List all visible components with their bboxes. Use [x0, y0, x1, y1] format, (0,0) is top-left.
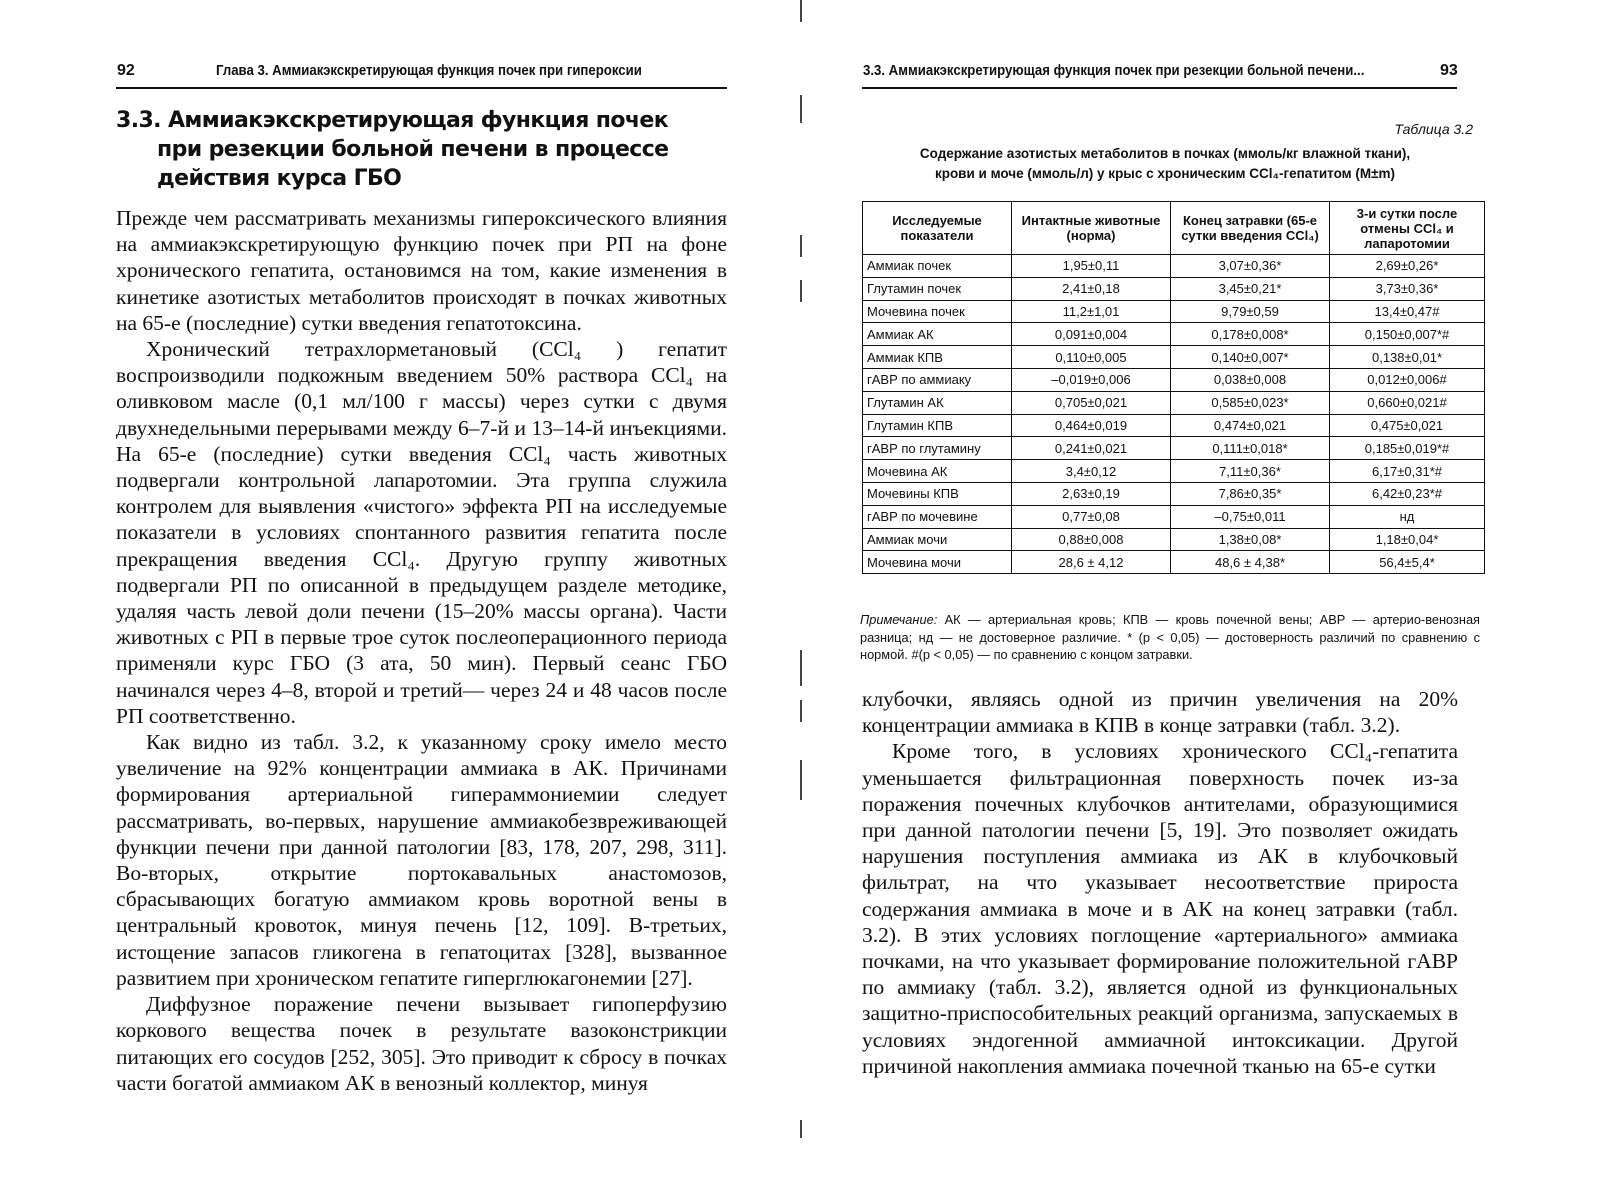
note-label: Примечание: — [860, 612, 938, 627]
value-cell: 28,6 ± 4,12 — [1012, 551, 1171, 574]
paragraph: Прежде чем рассматривать механизмы гипероксического влияния на аммиакэкскретирующую функцию почек при РП на фоне хронического гепатита, остановимся на том, какие изменения в кинетике азотистых метаболитов происходят в почках животных на 65-е (последние) сутки введения гепатотоксина. — [116, 206, 727, 335]
value-cell: –0,75±0,011 — [1171, 505, 1330, 528]
column-header: 3-и сутки после отмены CCl₄ и лапаротомии — [1330, 202, 1485, 255]
table-row — [863, 255, 1485, 278]
value-cell: 56,4±5,4* — [1330, 551, 1485, 574]
row-label-cell: Мочевина АК — [863, 460, 1012, 483]
value-cell: 3,73±0,36* — [1330, 277, 1485, 300]
value-cell: 0,091±0,004 — [1012, 323, 1171, 346]
row-label-cell: Глутамин почек — [863, 277, 1012, 300]
value-cell: 0,585±0,023* — [1171, 391, 1330, 414]
table-caption — [860, 144, 1470, 184]
row-label-cell: Аммиак мочи — [863, 528, 1012, 551]
paragraph: Диффузное поражение печени вызывает гипоперфузию коркового вещества почек в результате вазоконстрикции питающих его сосудов [252, 305]. Это приводит к сбросу в почках части богатой аммиаком АК в венозный коллектор, минуя — [116, 992, 727, 1095]
table-row — [863, 414, 1485, 437]
table-row — [863, 528, 1485, 551]
table-caption-line1: Содержание азотистых метаболитов в почках (ммоль/кг влажной ткани), — [919, 146, 1411, 161]
row-label-cell: Аммиак АК — [863, 323, 1012, 346]
value-cell: 0,185±0,019*# — [1330, 437, 1485, 460]
section-title-line1: 3.3. Аммиакэкскретирующая функция почек — [116, 108, 669, 133]
value-cell: 2,41±0,18 — [1012, 277, 1171, 300]
value-cell: 6,42±0,23*# — [1330, 482, 1485, 505]
table-caption-line2: крови и моче (ммоль/л) у крыс с хроническим CCl₄-гепатитом (M±m) — [934, 166, 1396, 181]
table-row — [863, 346, 1485, 369]
row-label-cell: Аммиак КПВ — [863, 346, 1012, 369]
table-row — [863, 368, 1485, 391]
paragraph: клубочки, являясь одной из причин увеличения на 20% концентрации аммиака в КПВ в конце затравки (табл. 3.2). — [862, 687, 1458, 738]
value-cell: 3,45±0,21* — [1171, 277, 1330, 300]
value-cell: 0,464±0,019 — [1012, 414, 1171, 437]
row-label-cell: гАВР по мочевине — [863, 505, 1012, 528]
value-cell: 0,88±0,008 — [1012, 528, 1171, 551]
table-number: Таблица 3.2 — [1394, 121, 1473, 137]
section-title-line3: действия курса ГБО — [157, 166, 402, 191]
value-cell: 1,18±0,04* — [1330, 528, 1485, 551]
section-title — [116, 106, 736, 193]
value-cell: 0,038±0,008 — [1171, 368, 1330, 391]
page-number-left: 92 — [117, 62, 135, 79]
value-cell: 0,660±0,021# — [1330, 391, 1485, 414]
table-row — [863, 460, 1485, 483]
running-header-right: 3.3. Аммиакэкскретирующая функция почек при резекции больной печени... — [863, 62, 1365, 79]
value-cell: –0,019±0,006 — [1012, 368, 1171, 391]
table-row — [863, 551, 1485, 574]
value-cell: 11,2±1,01 — [1012, 300, 1171, 323]
table-row — [863, 505, 1485, 528]
value-cell: 0,150±0,007*# — [1330, 323, 1485, 346]
value-cell: 0,012±0,006# — [1330, 368, 1485, 391]
row-label-cell: гАВР по глутамину — [863, 437, 1012, 460]
value-cell: 0,705±0,021 — [1012, 391, 1171, 414]
table-row — [863, 437, 1485, 460]
row-label-cell: Аммиак почек — [863, 255, 1012, 278]
header-rule-left — [116, 87, 727, 89]
value-cell: 9,79±0,59 — [1171, 300, 1330, 323]
value-cell: 0,474±0,021 — [1171, 414, 1330, 437]
value-cell: 48,6 ± 4,38* — [1171, 551, 1330, 574]
page-number-right: 93 — [1440, 62, 1458, 79]
paragraph: Как видно из табл. 3.2, к указанному сроку имело место увеличение на 92% концентрации аммиака в АК. Причинами формирования артериальной гипераммониемии следует рассматривать, во-первых, нарушение аммиакобезвреживающей функции печени при данной патологии [83, 178, 207, 298, 311]. Во-вторых, открытие портокавальных анастомозов, сбрасывающих богатую аммиаком кровь воротной вены в центральный кровоток, минуя печень [12, 109]. В-третьих, истощение запасов гликогена в гепатоцитах [328], вызванное развитием при хроническом гепатите гиперглюкагонемии [27]. — [116, 730, 727, 990]
paragraph: Хронический тетрахлорметановый (CCl₄ ) гепатит воспроизводили подкожным введением 50% раствора CCl₄ на оливковом масле (0,1 мл/100 г массы) через сутки с двумя двухнедельными перерывами между 6–7-й и 13–14-й инъекциями. На 65-е (последние) сутки введения CCl₄ часть животных подвергали контрольной лапаротомии. Эта группа служила контролем для выявления «чистого» эффекта РП на исследуемые показатели в условиях спонтанного развития гепатита после прекращения введения CCl₄. Другую группу животных подвергали РП по описанной в предыдущем разделе методике, удаляя часть левой доли печени (15–20% массы органа). Части животных с РП в первые трое суток послеоперационного периода применяли курс ГБО (3 ата, 50 мин). Первый сеанс ГБО начинался через 4–8, второй и третий— через 24 и 48 часов после РП соответственно. — [116, 337, 727, 728]
value-cell: 3,4±0,12 — [1012, 460, 1171, 483]
left-page — [0, 0, 780, 1185]
row-label-cell: Мочевины КПВ — [863, 482, 1012, 505]
table-row — [863, 391, 1485, 414]
value-cell: нд — [1330, 505, 1485, 528]
table-body — [863, 255, 1485, 574]
value-cell: 7,86±0,35* — [1171, 482, 1330, 505]
note-text: АК — артериальная кровь; КПВ — кровь почечной вены; АВР — артерио-венозная разница; нд — не достоверное различие. * (p < 0,05) — достоверность различий по сравнению с нормой. #(p < 0,05) — по сравнению с концом затравки. — [860, 612, 1480, 662]
metabolites-table — [862, 201, 1485, 574]
running-header-left: Глава 3. Аммиакэкскретирующая функция почек при гипероксии — [216, 62, 642, 79]
column-header: Интактные животные (норма) — [1012, 202, 1171, 255]
row-label-cell: гАВР по аммиаку — [863, 368, 1012, 391]
value-cell: 0,111±0,018* — [1171, 437, 1330, 460]
table-header-row — [863, 202, 1485, 255]
left-body-text — [116, 205, 727, 1096]
table-row — [863, 323, 1485, 346]
row-label-cell: Мочевина почек — [863, 300, 1012, 323]
paragraph: Кроме того, в условиях хронического CCl₄-гепатита уменьшается фильтрационная поверхность почек из-за поражения почечных клубочков антителами, образующимися при данной патологии печени [5, 19]. Это позволяет ожидать нарушения поступления аммиака из АК в клубочковый фильтрат, на что указывает несоответствие прироста содержания аммиака в моче и в АК на конец затравки (табл. 3.2). В этих условиях поглощение «артериального» аммиака почками, на что указывает формирование положительной гАВР по аммиаку (табл. 3.2), является одной из функциональных защитно-приспособительных реакций организма, запускаемых в условиях эндогенной аммиачной интоксикации. Другой причиной накопления аммиака почечной тканью на 65-е сутки — [862, 739, 1458, 1078]
value-cell: 1,38±0,08* — [1171, 528, 1330, 551]
value-cell: 0,140±0,007* — [1171, 346, 1330, 369]
value-cell: 3,07±0,36* — [1171, 255, 1330, 278]
value-cell: 0,110±0,005 — [1012, 346, 1171, 369]
book-gutter — [800, 0, 802, 1185]
value-cell: 13,4±0,47# — [1330, 300, 1485, 323]
header-rule-right — [862, 87, 1457, 89]
section-title-line2: при резекции больной печени в процессе — [157, 137, 669, 162]
row-label-cell: Мочевина мочи — [863, 551, 1012, 574]
value-cell: 7,11±0,36* — [1171, 460, 1330, 483]
column-header: Конец затравки (65-е сутки введения CCl₄) — [1171, 202, 1330, 255]
table-note — [860, 611, 1480, 664]
value-cell: 0,77±0,08 — [1012, 505, 1171, 528]
value-cell: 0,241±0,021 — [1012, 437, 1171, 460]
right-body-text — [862, 686, 1458, 1079]
value-cell: 2,63±0,19 — [1012, 482, 1171, 505]
row-label-cell: Глутамин КПВ — [863, 414, 1012, 437]
value-cell: 0,475±0,021 — [1330, 414, 1485, 437]
value-cell: 2,69±0,26* — [1330, 255, 1485, 278]
table-row — [863, 277, 1485, 300]
value-cell: 0,138±0,01* — [1330, 346, 1485, 369]
value-cell: 6,17±0,31*# — [1330, 460, 1485, 483]
table-row — [863, 300, 1485, 323]
row-label-cell: Глутамин АК — [863, 391, 1012, 414]
table-row — [863, 482, 1485, 505]
column-header: Исследуемые показатели — [863, 202, 1012, 255]
value-cell: 0,178±0,008* — [1171, 323, 1330, 346]
value-cell: 1,95±0,11 — [1012, 255, 1171, 278]
